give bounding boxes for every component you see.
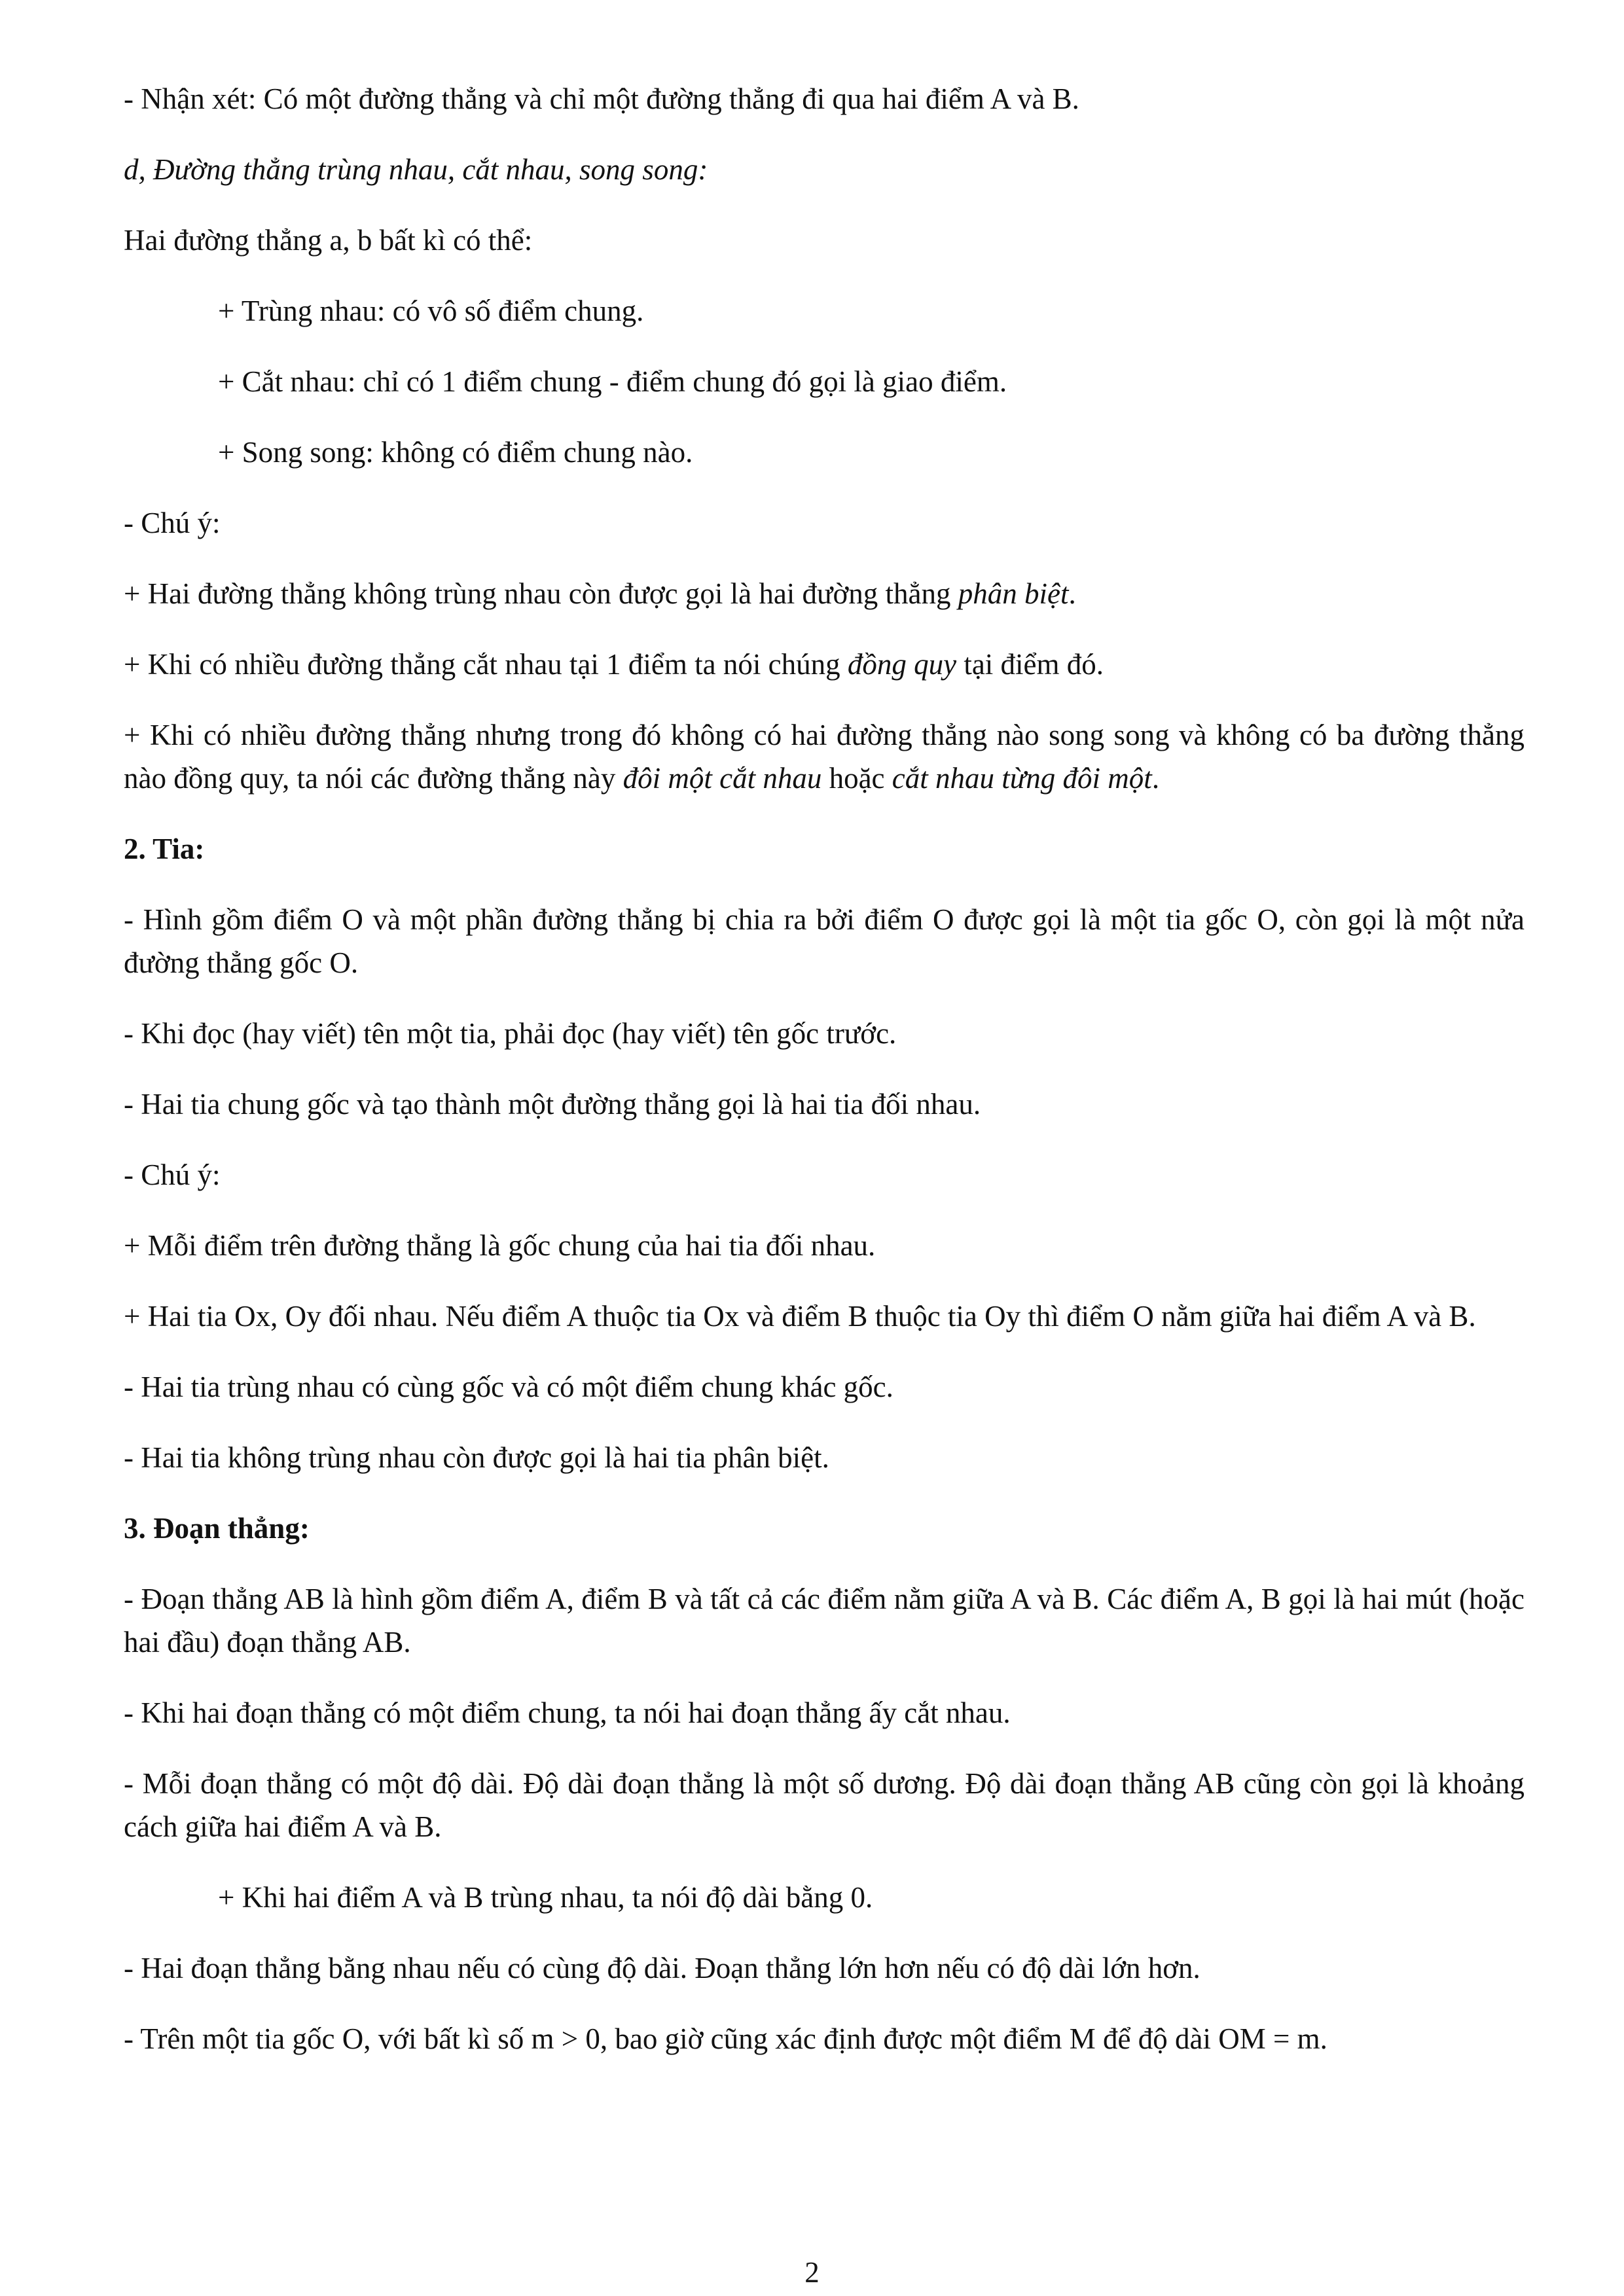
ox-oy-paragraph: + Hai tia Ox, Oy đối nhau. Nếu điểm A thuộc tia Ox và điểm B thuộc tia Oy thì điểm O nằm giữa hai điểm A và B. (124, 1300, 1476, 1333)
tia-doi-nhau-line: - Hai tia chung gốc và tạo thành một đường thẳng gọi là hai tia đối nhau. (124, 1088, 981, 1121)
dong-quy-end: tại điểm đó. (956, 648, 1104, 681)
doi-mot-end: . (1151, 762, 1160, 795)
tia-definition: - Hình gồm điểm O và một phần đường thẳng bị chia ra bởi điểm O được gọi là một tia gốc O, còn gọi là một nửa đường thẳng gốc O. (124, 903, 1525, 979)
chu-y-label-1: - Chú ý: (124, 507, 221, 539)
diem-m-line: - Trên một tia gốc O, với bất kì số m > 0, bao giờ cũng xác định được một điểm M để độ dài OM = m. (124, 2022, 1327, 2055)
section-doan-thang-heading: 3. Đoạn thẳng: (124, 1512, 310, 1545)
phan-biet-end: . (1068, 577, 1076, 610)
trung-nhau-line: + Trùng nhau: có vô số điểm chung. (218, 295, 644, 327)
tia-phan-biet-line: - Hai tia không trùng nhau còn được gọi là hai tia phân biệt. (124, 1441, 829, 1474)
cat-nhau-line: + Cắt nhau: chỉ có 1 điểm chung - điểm chung đó gọi là giao điểm. (218, 365, 1007, 398)
phan-biet-text: + Hai đường thẳng không trùng nhau còn được gọi là hai đường thẳng (124, 577, 958, 610)
do-dai-zero-line: + Khi hai điểm A và B trùng nhau, ta nói độ dài bằng 0. (218, 1881, 873, 1914)
phan-biet-line (124, 572, 1525, 615)
chu-y-label-2: - Chú ý: (124, 1158, 221, 1191)
moi-diem-line: + Mỗi điểm trên đường thẳng là gốc chung của hai tia đối nhau. (124, 1229, 876, 1262)
song-song-line: + Song song: không có điểm chung nào. (218, 436, 693, 469)
doan-cat-nhau-line: - Khi hai đoạn thẳng có một điểm chung, ta nói hai đoạn thẳng ấy cắt nhau. (124, 1696, 1011, 1729)
section-d-heading: d, Đường thẳng trùng nhau, cắt nhau, song song: (124, 153, 708, 186)
doi-mot-emphasis-2: cắt nhau từng đôi một (892, 762, 1152, 795)
nhan-xet-line: - Nhận xét: Có một đường thẳng và chỉ một đường thẳng đi qua hai điểm A và B. (124, 82, 1079, 115)
tia-doc-line: - Khi đọc (hay viết) tên một tia, phải đọc (hay viết) tên gốc trước. (124, 1017, 897, 1050)
do-dai-paragraph: - Mỗi đoạn thẳng có một độ dài. Độ dài đoạn thẳng là một số dương. Độ dài đoạn thẳng AB cũng còn gọi là khoảng cách giữa hai điểm A và B. (124, 1767, 1525, 1843)
dong-quy-text: + Khi có nhiều đường thẳng cắt nhau tại 1 điểm ta nói chúng (124, 648, 848, 681)
doi-mot-connector: hoặc (821, 762, 892, 795)
bang-nhau-line: - Hai đoạn thẳng bằng nhau nếu có cùng độ dài. Đoạn thẳng lớn hơn nếu có độ dài lớn hơn. (124, 1952, 1200, 1984)
doan-thang-definition: - Đoạn thẳng AB là hình gồm điểm A, điểm B và tất cả các điểm nằm giữa A và B. Các điểm A, B gọi là hai mút (hoặc hai đầu) đoạn thẳng AB. (124, 1583, 1525, 1659)
dong-quy-line (124, 643, 1525, 686)
document-page (124, 77, 1525, 2088)
doi-mot-emphasis-1: đôi một cắt nhau (623, 762, 822, 795)
tia-trung-nhau-line: - Hai tia trùng nhau có cùng gốc và có một điểm chung khác gốc. (124, 1371, 893, 1403)
hai-duong-thang-line: Hai đường thẳng a, b bất kì có thể: (124, 224, 533, 257)
doi-mot-paragraph (124, 713, 1525, 800)
phan-biet-emphasis: phân biệt (958, 577, 1069, 610)
section-tia-heading: 2. Tia: (124, 833, 205, 865)
dong-quy-emphasis: đồng quy (847, 648, 957, 681)
page-number: 2 (804, 2256, 820, 2289)
doi-mot-text: + Khi có nhiều đường thẳng nhưng trong đó không có hai đường thẳng nào song song và không có ba đường thẳng nào đồng quy, ta nói các đường thẳng này (124, 719, 1525, 795)
